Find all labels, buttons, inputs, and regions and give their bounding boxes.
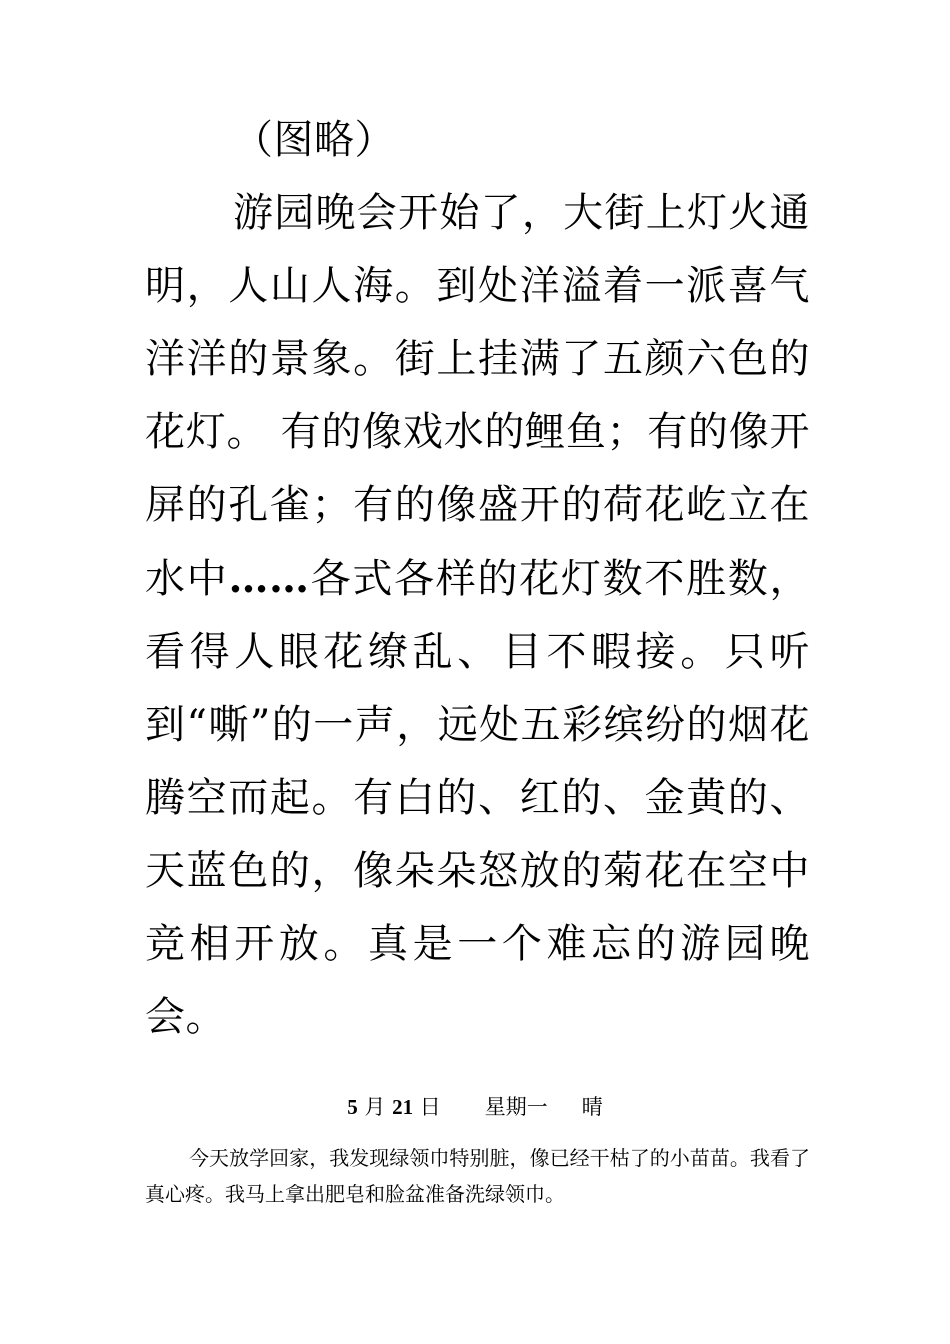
essay-section: [145, 104, 810, 1054]
essay-paragraph: [145, 177, 810, 1054]
diary-day: 21: [392, 1095, 414, 1119]
diary-month: 5: [347, 1095, 358, 1119]
diary-weekday: 星期一: [484, 1095, 548, 1119]
figure-omitted-note: （图略）: [233, 117, 395, 163]
essay-text-part1: 游园晚会开始了，大街上灯火通明，人山人海。到处洋溢着一派喜气洋洋的景象。街上挂满了五颜六色的花灯。 有的像戏水的鲤鱼；有的像开屏的孔雀；有的像盛开的荷花屹立在水中: [145, 190, 810, 602]
essay-ellipsis: ……: [228, 555, 310, 602]
diary-date-header: [0, 1092, 950, 1122]
diary-paragraph: 今天放学回家，我发现绿领巾特别脏，像已经干枯了的小苗苗。我看了真心疼。我马上拿出肥皂和脸盆准备洗绿领巾。: [145, 1146, 810, 1206]
diary-weather: 晴: [581, 1095, 603, 1119]
diary-day-unit: 日: [419, 1095, 441, 1119]
diary-month-unit: 月: [364, 1095, 386, 1119]
essay-text-part2: 各式各样的花灯数不胜数，看得人眼花缭乱、目不暇接。只听到“嘶”的一声，远处五彩缤纷的烟花腾空而起。有白的、红的、金黄的、天蓝色的，像朵朵怒放的菊花在空中竞相开放。真是一个难忘的游园晚会。: [145, 556, 811, 1040]
